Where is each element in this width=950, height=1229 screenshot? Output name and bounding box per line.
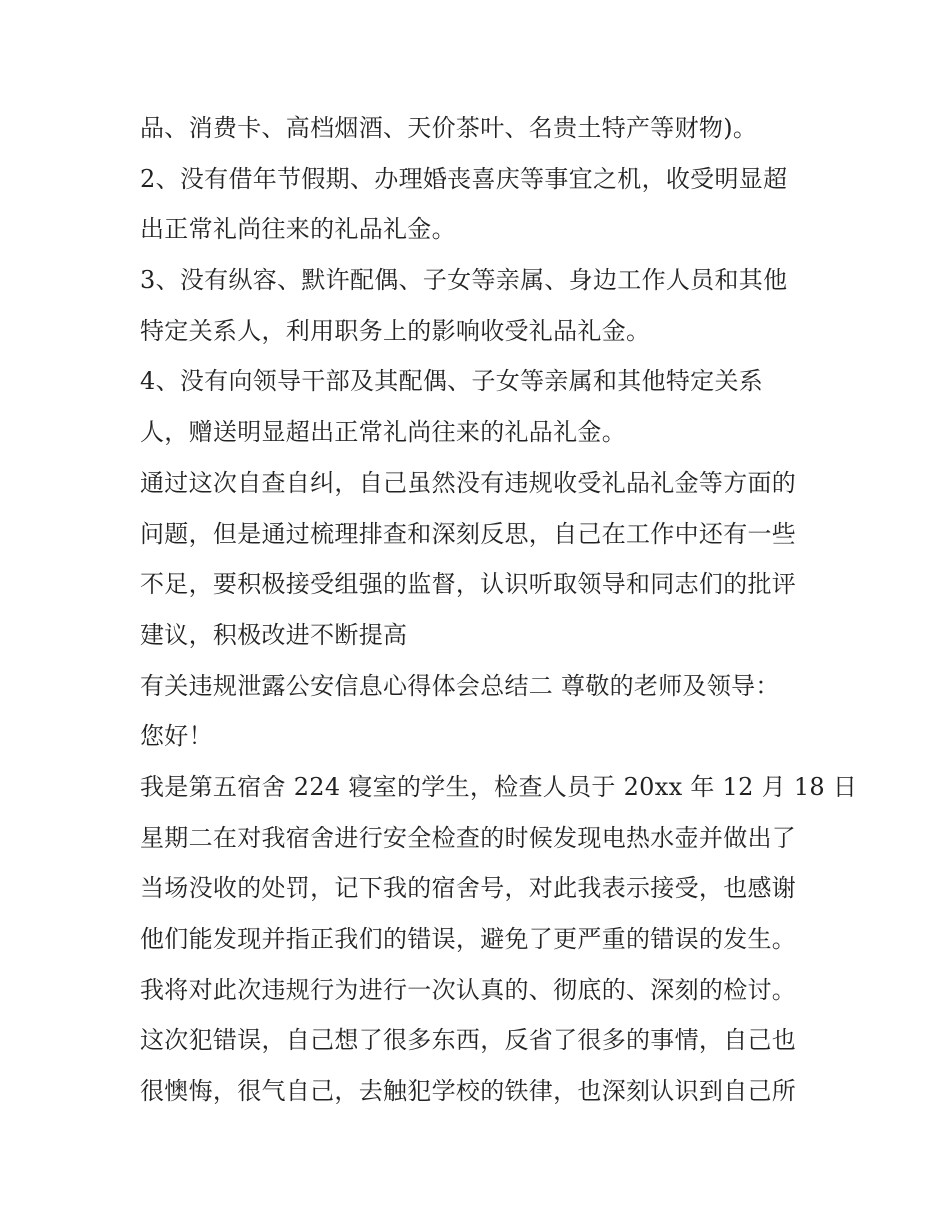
text-line: 很懊悔，很气自己，去触犯学校的铁律，也深刻认识到自己所 <box>140 1077 797 1106</box>
text-line: 这次犯错误，自己想了很多东西，反省了很多的事情，自己也 <box>140 1026 797 1055</box>
text-line: 建议，积极改进不断提高 <box>140 620 408 649</box>
text-line: 当场没收的处罚，记下我的宿舍号，对此我表示接受，也感谢 <box>140 874 797 903</box>
text-line: 问题，但是通过梳理排查和深刻反思，自己在工作中还有一些 <box>140 519 797 548</box>
text-line: 不足，要积极接受组强的监督，认识听取领导和同志们的批评 <box>140 570 797 599</box>
section-heading: 有关违规泄露公安信息心得体会总结二 尊敬的老师及领导： <box>140 671 780 700</box>
text-line: 我将对此次违规行为进行一次认真的、彻底的、深刻的检讨。 <box>140 975 797 1004</box>
greeting: 您好！ <box>140 722 213 751</box>
text-line: 3、没有纵容、默许配偶、子女等亲属、身边工作人员和其他 <box>140 266 788 295</box>
text-line: 通过这次自查自纠，自己虽然没有违规收受礼品礼金等方面的 <box>140 468 797 497</box>
text-line: 我是第五宿舍 224 寝室的学生，检查人员于 20xx 年 12 月 18 日 <box>140 772 858 801</box>
text-line: 特定关系人，利用职务上的影响收受礼品礼金。 <box>140 316 651 345</box>
text-line: 人，赠送明显超出正常礼尚往来的礼品礼金。 <box>140 418 626 447</box>
document-body <box>140 103 858 1117</box>
text-line: 他们能发现并指正我们的错误，避免了更严重的错误的发生。 <box>140 925 797 953</box>
text-line: 品、消费卡、高档烟酒、天价茶叶、名贵土特产等财物)。 <box>140 114 758 142</box>
text-line: 4、没有向领导干部及其配偶、子女等亲属和其他特定关系 <box>140 367 764 396</box>
text-line: 2、没有借年节假期、办理婚丧喜庆等事宜之机，收受明显超 <box>140 164 788 193</box>
text-line: 星期二在对我宿舍进行安全检查的时候发现电热水壶并做出了 <box>140 823 797 852</box>
text-line: 出正常礼尚往来的礼品礼金。 <box>140 215 456 244</box>
